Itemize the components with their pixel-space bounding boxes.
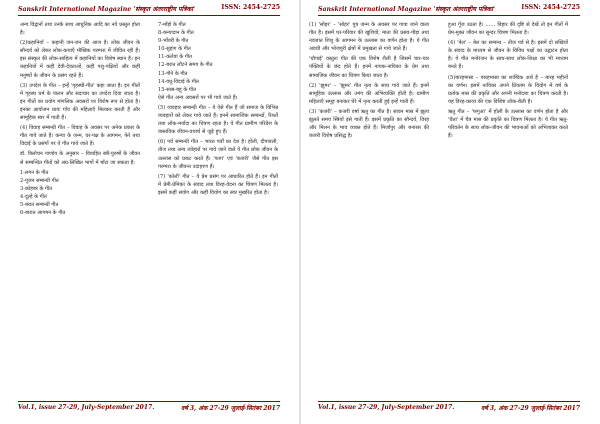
- list-item: 15-सास-बहू के गीत: [158, 86, 196, 93]
- paragraph: (5)बारहमासा – बारहमासा का शाब्दिक अर्थ है – बारह महीनों का वर्णन। इसमें नायिका अपने प्रियतम के वियोग में वर्ष के प्रत्येक मास की प्रकृति और अपनी मनोदशा का चित्रण करती है। यह विरह-काव्य की एक विशिष्ट लोक-शैली है।: [448, 74, 568, 105]
- text-column-1: [309, 21, 429, 392]
- paragraph: हुआ गूँज उठता है। ...... बिहार की दृष्टि से देखें तो इन गीतों में प्रेम-मुक्त जीवन का सुन्दर चित्रण मिलता है।: [448, 22, 568, 37]
- list-item: 12-बरात लौटने समय के गीत: [158, 62, 213, 69]
- paragraph: (2)कहानियाँ – कहानी जन-जन की आज है। लोक जीवन के सौन्दर्य को लेकर लोक-कथाएँ मौखिक परम्परा में जीवित रही हैं। इस संस्कृत की लोक-साहित्य में कहानियों का विशेष स्थान है। इन कहानियों में कहीं देवी-देवताओं, कहीं पशु-पक्षियों और कहीं मनुष्यों के जीवन के प्रसंग रहते हैं।: [20, 40, 140, 79]
- paragraph: (3) 'कजरी' – कजरी वर्षा ऋतु का गीत है। सावन मास में झूला झूलते समय स्त्रियाँ इसे गाती हैं। इसमें प्रकृति का सौन्दर्य, विरह और मिलन के भाव व्यक्त होते हैं। मिर्जापुर और बनारस की कजरी विशेष प्रसिद्ध है।: [309, 108, 429, 140]
- header-rule: [18, 15, 280, 16]
- list-item: 1-लगन के गीत: [20, 169, 49, 176]
- paragraph: डॉ. त्रिलोचन पाण्डेय के अनुसार – विवाहित स्त्री-पुरुषों के जीवन से सम्बन्धित गीतों को अग्र-लिखित भागों में बाँटा जा सकता है:: [20, 151, 140, 166]
- list-item: 2-पूजन सम्बन्धी गीत: [20, 177, 59, 184]
- volume-label: Vol.1, issue 27-29, July-September 2017.: [18, 404, 155, 411]
- header-rule: [318, 15, 580, 16]
- issn-label: ISSN: 2454-2725: [221, 4, 280, 11]
- list-item: 6-बारात आगमन के गीत: [20, 210, 66, 217]
- list-item: 8-कन्यादान के गीत: [158, 30, 194, 37]
- journal-title: Sanskrit International Magazine 'संस्कृत अंतरराष्ट्रीय पत्रिका': [18, 6, 195, 13]
- paragraph: (4) 'बेल' – बेल का सम्बन्ध – तीज पर्व से है। इसमें दो सखियों के संवाद के माध्यम से जीवन के विविध पक्षों का उद्घाटन होता है। ये गीत मनोरंजन के साथ-साथ लोक-शिक्षा का भी माध्यम बनते हैं।: [448, 40, 568, 71]
- paragraph: (1) 'सोहर' – 'सोहर' पुत्र जन्म के अवसर पर गाया जाने वाला गीत है। इसमें घर-परिवार की खुशियों, माता की प्रसव-पीड़ा तथा नवजात शिशु के आगमन के उल्लास का वर्णन होता है। ये गीत अवधी और भोजपुरी क्षेत्रों में प्रमुखता से गाये जाते हैं।: [309, 22, 429, 53]
- list-item: 9-भाँवरी के गीत: [158, 38, 189, 45]
- footer-rule: [318, 401, 580, 402]
- list-item: 14-वधू-विदाई के गीत: [158, 78, 199, 85]
- page-footer: [18, 404, 280, 414]
- paragraph: (2) 'झूमर' – 'झूमर' गीत नृत्य के साथ गाये जाते हैं। इनमें सामूहिक उल्लास और उमंग की अभिव्यक्ति होती है। ग्रामीण महिलाएँ समूह बनाकर घेरे में नृत्य करती हुई इन्हें गाती हैं।: [309, 82, 429, 105]
- paragraph: (7) 'कोली' गीत – ये प्रेम प्रसंग पर आधारित होते हैं। इन गीतों में प्रेमी-प्रेमिका के संवाद तथा विरह-वेदना का चित्रण मिलता है। इसमें कहीं संयोग और कहीं वियोग का स्वर मुखरित होता है।: [158, 173, 278, 196]
- paragraph: अन्य विद्वानों तथा उनके साथ आधुनिक आदि का नये प्रस्तुत होता है।: [20, 22, 140, 37]
- paragraph: 'चौपाई' वस्तुतः गीत की एक विशेष शैली है जिसमें चार-चार पंक्तियों के छंद होते हैं। इनमें नायक-नायिका के प्रेम तथा सामाजिक जीवन का चित्रण किया जाता है।: [309, 56, 429, 79]
- list-item: 4-दूल्हे के गीत: [20, 193, 47, 200]
- volume-label: Vol.1, issue 27-29, July-September 2017.: [318, 404, 455, 411]
- paragraph: (6) पर्व सम्बन्धी गीत – भारत पर्वों का देश है। होली, दीपावली, तीज तथा अन्य त्योहारों पर गाये जाने वाले ये गीत लोक जीवन के उल्लास को प्रकट करते हैं। 'फाग' एवं 'कजरी' जैसे गीत इस परम्परा के जीवन्त उदाहरण हैं।: [158, 139, 278, 170]
- right-page: [300, 0, 600, 424]
- journal-title: Sanskrit International Magazine 'संस्कृत अंतरराष्ट्रीय पत्रिका': [318, 6, 495, 13]
- hindi-volume-label: वर्ष 3, अंक 27-29 जुलाई-सितंबर 2017: [180, 405, 280, 412]
- list-item: 13-गौने के गीत: [158, 70, 188, 77]
- page-footer: [318, 404, 580, 414]
- footer-rule: [18, 401, 280, 402]
- list-item: 3-कोहबर के गीत: [20, 185, 53, 192]
- paragraph: ऐसे गीत अन्य अवसरों पर भी गाये जाते हैं।: [158, 94, 238, 101]
- paragraph: (3) उपदेश के गीत – इन्हें 'गृहस्थी-गीत' कहा जाता है। इन गीतों में गृहस्थ धर्म के पालन और सदाचार का उपदेश दिया जाता है। इन गीतों का प्रयोग मांगलिक अवसरों पर विशेष रूप से होता है। इनका आयोजन प्रायः गाँव की महिलाएँ मिलकर करती हैं और सामूहिक स्वर में गाती हैं।: [20, 82, 140, 122]
- text-column-2: [448, 21, 568, 392]
- issn-label: ISSN: 2454-2725: [521, 4, 580, 11]
- paragraph: ऋतु गीत – 'फगुआ' में होली के उल्लास का वर्णन होता है और 'चैता' में चैत्र मास की प्रकृति का चित्रण मिलता है। ये गीत ऋतु-परिवर्तन के साथ लोक-जीवन की भावनाओं को अभिव्यक्त करते हैं।: [448, 108, 568, 140]
- text-column-2: [158, 21, 278, 392]
- text-column-1: [20, 21, 140, 392]
- paragraph: (5) व्यवहार सम्बन्धी गीत – ये ऐसे गीत हैं जो समाज के विभिन्न व्यवहारों को लेकर गाये जाते हैं। इनमें सामाजिक सम्बन्धों, रिश्तों तथा लोक-मर्यादा का चित्रण रहता है। ये गीत ग्रामीण परिवेश के वास्तविक जीवन-यथार्थ से जुड़े हुए हैं।: [158, 104, 278, 136]
- paragraph: (4) विवाह सम्बन्धी गीत – विवाह के अवसर पर अनेक प्रकार के गीत गाये जाते हैं। कन्या के जन्म, वर-पक्ष के आगमन, फेरे तथा विदाई के प्रसंगों पर ये गीत गाये जाते हैं।: [20, 125, 140, 148]
- list-item: 11-कलेवा के गीत: [158, 54, 192, 61]
- list-item: 10-सुहाग के गीत: [158, 46, 191, 53]
- hindi-volume-label: वर्ष 3, अंक 27-29 जुलाई-सितंबर 2017: [480, 405, 580, 412]
- list-item: 5-बरात सम्बन्धी गीत: [20, 201, 59, 208]
- list-item: 7-माँड़ो के गीत: [158, 22, 186, 28]
